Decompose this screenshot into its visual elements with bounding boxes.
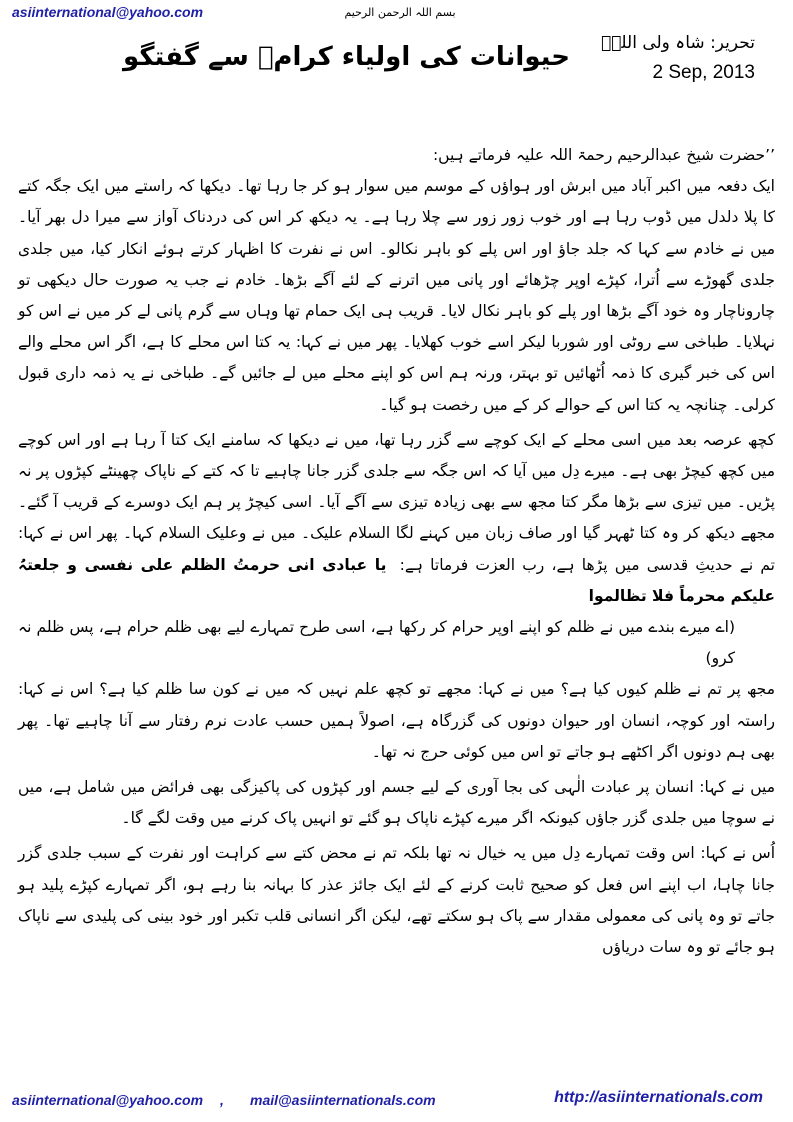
dialogue-paragraph-1: مجھ پر تم نے ظلم کیوں کیا ہے؟ میں نے کہا: مجھے تو کچھ علم نہیں کہ میں نے کون سا ظلم کیا ہے؟ اس نے کہا: راستہ اور کوچہ، انسان اور حیوان دونوں کی گزرگاہ ہے، اصولاً ہمیں حسب عادت نرم رفتار سے آنا چاہیے تھا۔ پھر بھی ہم دونوں اگر اکٹھے ہو جاتے تو اس میں کوئی حرج نہ تھا۔ (18, 680, 775, 761)
footer-email-link-1[interactable]: asiinternational@yahoo.com (12, 1092, 204, 1108)
author-credit: تحریر: شاہ ولی اللہؒ (600, 33, 755, 53)
story-paragraph-2 (18, 425, 775, 612)
page-footer (0, 1088, 793, 1114)
publish-date: 2 Sep, 2013 (652, 62, 755, 83)
footer-email-link-2[interactable]: mail@asiinternationals.com (250, 1092, 436, 1108)
intro-paragraph: ’’حضرت شیخ عبدالرحیم رحمۃ اللہ علیہ فرماتے ہیں: (432, 146, 775, 164)
story-paragraph-1: ایک دفعہ میں اکبر آباد میں ابرش اور ہواؤں کے موسم میں سوار ہو کر جا رہا تھا۔ دیکھا کہ راستے میں ایک جگہ کتے کا پلا دلدل میں ڈوب رہا ہے اور خوب زور زور سے چلا رہا ہے۔ یہ دیکھ کر اس کی دردناک آواز سے میرا دل بھر آیا۔ میں نے خادم سے کہا کہ جلد جاؤ اور اس پلے کو باہر نکالو۔ اس نے نفرت کا اظہار کرتے ہوئے انکار کیا، میں جلدی جلدی گھوڑے سے اُترا، کپڑے اوپر چڑھائے اور پانی میں اترنے کے لئے آگے بڑھا۔ خادم نے جب یہ صورت حال دیکھی تو چاروناچار وہ خود آگے بڑھا اور پلے کو باہر نکال لایا۔ قریب ہی ایک حمام تھا وہاں سے گرم پانی لے کر میں نے اس کو نہلایا۔ طباخی سے روٹی اور شوربا لیکر اسے خوب کھلایا۔ پھر میں نے کہا: یہ کتا اس محلے کا ہے، اگر اس محلے والے اس کی خبر گیری کا ذمہ اُٹھائیں تو بہتر، ورنہ ہم اس کو اپنے محلے میں لے جائیں گے۔ طباخی نے یہ ذمہ داری قبول کرلی۔ چنانچہ یہ کتا اس کے حوالے کر کے میں رخصت ہو گیا۔ (18, 177, 775, 414)
dialogue-paragraph-2: میں نے کہا: انسان پر عبادت الٰہی کی بجا آوری کے لیے جسم اور کپڑوں کی پاکیزگی بھی فرائض میں شامل ہے، میں نے سوچا میں جلدی گزر جاؤں کیونکہ اگر میرے کپڑے ناپاک ہو گئے تو انہیں پاک کرنے میں وقت لگے گا۔ (18, 778, 775, 828)
footer-separator: , (220, 1092, 224, 1108)
dialogue-paragraph-3: اُس نے کہا: اس وقت تمہارے دِل میں یہ خیال نہ تھا بلکہ تم نے محض کتے سے کراہت اور نفرت کے سبب جلدی گزر جانا چاہا، اب اپنے اس فعل کو صحیح ثابت کرنے کے لئے ایک جائز عذر کا بہانہ بنا رہے ہو، اگر تمہارے کپڑے پلید ہو جاتے تو وہ پانی کی معمولی مقدار سے پاک ہو سکتے تھے، لیکن اگر انسانی قلب تکبر اور خود بینی کی پلیدی سے ناپاک ہو جائے تو وہ سات دریاؤں (18, 844, 775, 957)
header-email-link[interactable]: asiinternational@yahoo.com (12, 4, 204, 20)
footer-website-link[interactable]: http://asiinternationals.com (554, 1089, 763, 1106)
hadith-translation: (اے میرے بندے میں نے ظلم کو اپنے اوپر حرام کر رکھا ہے، اسی طرح تمہارے لیے بھی ظلم حرام ہے، پس ظلم نہ کرو) (18, 618, 735, 668)
article-body (18, 140, 775, 963)
page-title: حیوانات کی اولیاء کرامؒ سے گفتگو (123, 42, 570, 72)
hadith-arabic: یا عبادی انی حرمتُ الظلم علی نفسی و جلعتہُ علیکم محرماً فلا تظالموا (18, 555, 775, 605)
story-paragraph-2-text: کچھ عرصہ بعد میں اسی محلے کے ایک کوچے سے گزر رہا تھا، میں نے دیکھا کہ سامنے ایک کتا آ رہا ہے اور اس کوچے میں کچھ کیچڑ بھی ہے۔ میرے دِل میں آیا کہ اس جگہ سے جلدی گزر جانا چاہیے تا کہ کتے کے ناپاک چھینٹے کپڑوں پر نہ پڑیں۔ میں تیزی سے بڑھا مگر کتا مجھ سے بھی زیادہ تیزی سے آگے آیا۔ اسی کیچڑ پر ہم ایک دوسرے کے قریب آ گئے۔ مجھے دیکھ کر وہ کتا ٹھہر گیا اور صاف زبان میں کہنے لگا السلام علیک۔ میں نے وعلیک السلام کہا۔ پھر اس نے کہا: تم نے حدیثِ قدسی میں پڑھا ہے، رب العزت فرماتا ہے: (18, 430, 775, 574)
bismillah: بسم اللہ الرحمن الرحیم (344, 6, 456, 19)
